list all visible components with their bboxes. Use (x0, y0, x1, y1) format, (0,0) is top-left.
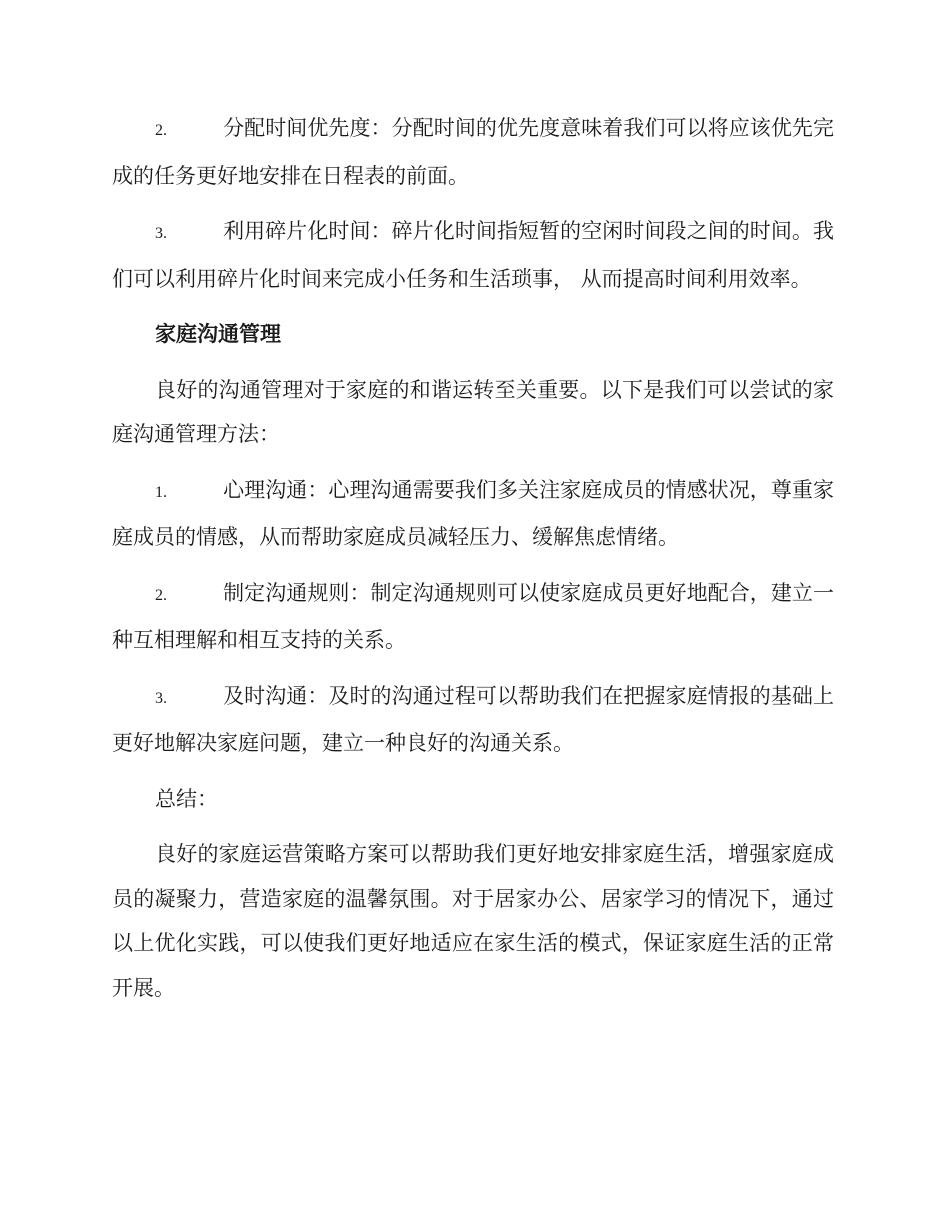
summary-label: 总结： (155, 786, 218, 811)
list-number: 2. (155, 586, 167, 604)
document-page (112, 106, 834, 1021)
list-item-text: 分配时间优先度：分配时间的优先度意味着我们可以将应该优先完成的任务更好地安排在日程表的前面。 (112, 116, 834, 188)
list-item (112, 571, 834, 663)
list-number: 2. (155, 122, 167, 139)
list-item-text: 及时沟通：及时的沟通过程可以帮助我们在把握家庭情报的基础上更好地解决家庭问题，建立一种良好的沟通关系。 (112, 683, 834, 755)
list-number: 3. (155, 225, 167, 242)
list-number: 3. (155, 689, 167, 707)
list-item-text: 利用碎片化时间：碎片化时间指短暂的空闲时间段之间的时间。我们可以利用碎片化时间来完成小任务和生活琐事， 从而提高时间利用效率。 (112, 219, 834, 291)
list-item (112, 209, 834, 301)
section-heading: 家庭沟通管理 (155, 321, 281, 346)
list-item (112, 674, 834, 766)
summary-paragraph: 良好的家庭运营策略方案可以帮助我们更好地安排家庭生活，增强家庭成员的凝聚力，营造家庭的温馨氛围。对于居家办公、居家学习的情况下，通过以上优化实践，可以使我们更好地适应在家生活的模式，保证家庭生活的正常开展。 (112, 842, 834, 1000)
list-item-text: 制定沟通规则：制定沟通规则可以使家庭成员更好地配合，建立一种互相理解和相互支持的关系。 (112, 580, 834, 652)
intro-paragraph: 良好的沟通管理对于家庭的和谐运转至关重要。以下是我们可以尝试的家庭沟通管理方法： (112, 377, 834, 446)
list-item-text: 心理沟通：心理沟通需要我们多关注家庭成员的情感状况，尊重家庭成员的情感，从而帮助家庭成员减轻压力、缓解焦虑情绪。 (112, 477, 834, 549)
list-number: 1. (155, 483, 167, 501)
list-item (112, 468, 834, 560)
list-item (112, 106, 834, 198)
